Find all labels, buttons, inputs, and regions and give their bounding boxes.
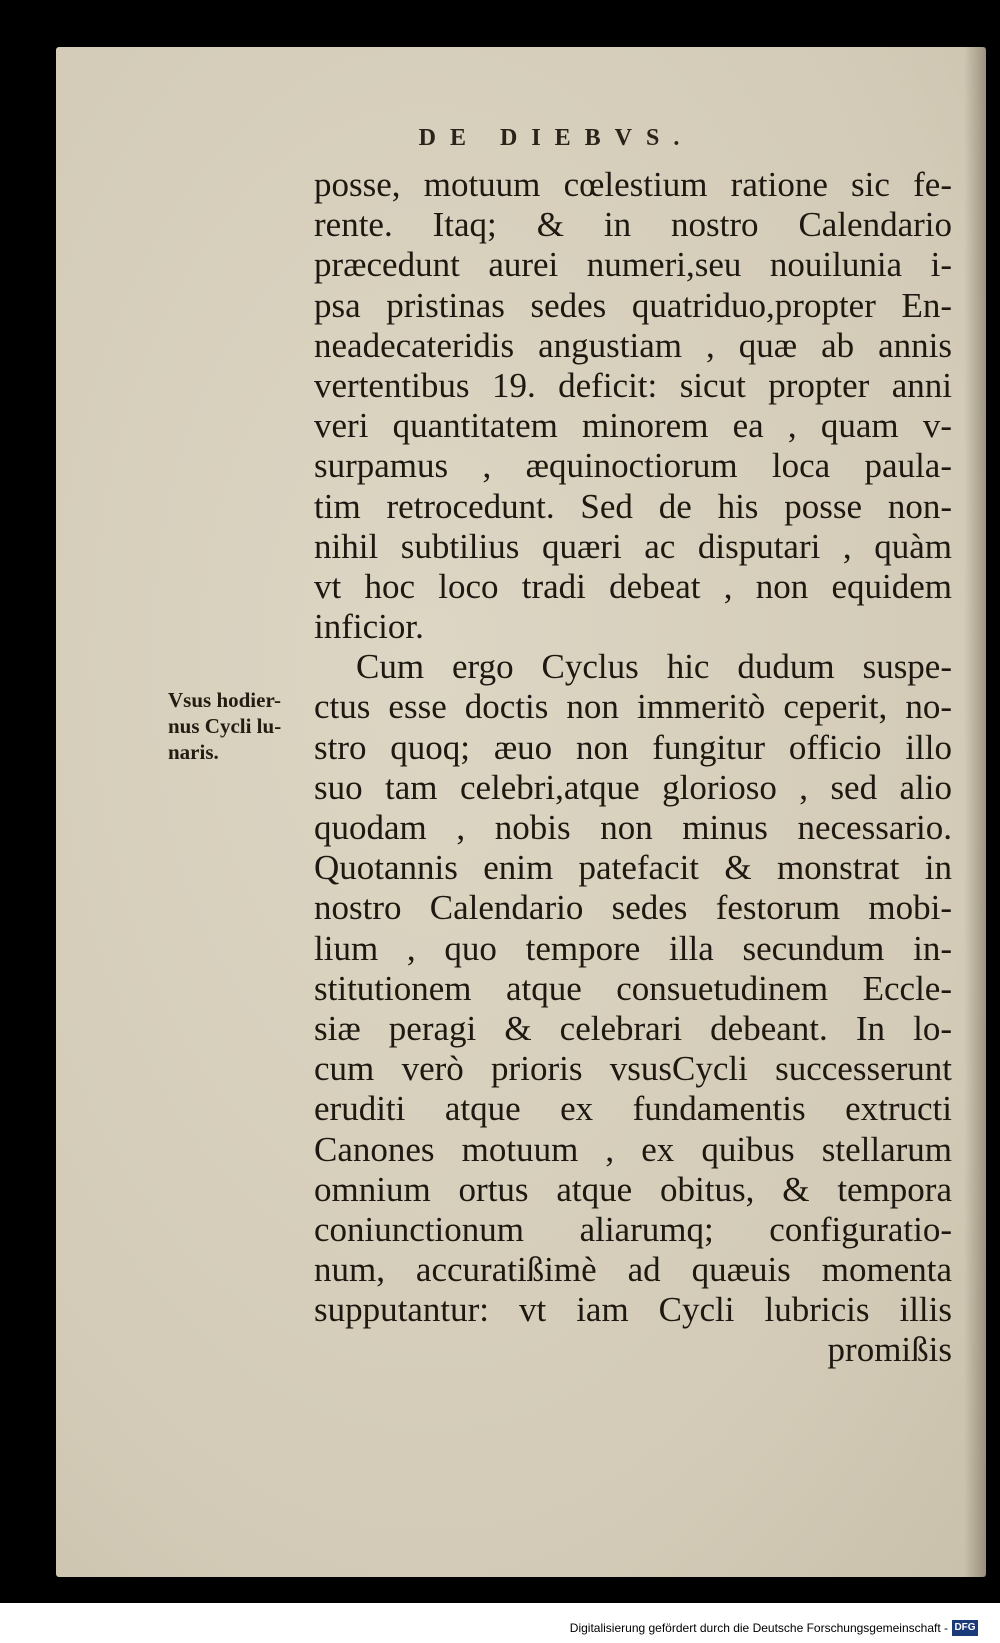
marginal-note bbox=[168, 687, 318, 765]
book-page bbox=[56, 47, 986, 1577]
catchword: promißis bbox=[827, 1330, 952, 1370]
text-line: stro quoq; æuo non fungitur officio illo bbox=[314, 727, 952, 767]
text-line: tim retrocedunt. Sed de his posse non- bbox=[314, 486, 952, 526]
text-line: ctus esse doctis non immeritò ceperit, no- bbox=[314, 687, 952, 727]
text-line: supputantur: vt iam Cycli lubricis illis bbox=[314, 1290, 952, 1330]
text-line: omnium ortus atque obitus, & tempora bbox=[314, 1169, 952, 1209]
text-line: siæ peragi & celebrari debeant. In lo- bbox=[314, 1008, 952, 1048]
text-line: veri quantitatem minorem ea , quam v- bbox=[314, 406, 952, 446]
marginal-note-line: nus Cycli lu- bbox=[168, 714, 282, 738]
text-line: præcedunt aurei numeri,seu nouilunia i- bbox=[314, 245, 952, 285]
text-line: vt hoc loco tradi debeat , non equidem bbox=[314, 566, 952, 606]
text-line: Quotannis enim patefacit & monstrat in bbox=[314, 848, 952, 888]
funding-notice: Digitalisierung gefördert durch die Deutsche Forschungsgemeinschaft - bbox=[569, 1621, 948, 1635]
text-line: num, accuratißimè ad quæuis momenta bbox=[314, 1250, 952, 1290]
dfg-logo-icon: DFG bbox=[952, 1620, 978, 1636]
text-line: coniunctionum aliarumq; configuratio- bbox=[314, 1209, 952, 1249]
text-line: inficior. bbox=[314, 607, 424, 647]
text-line: nostro Calendario sedes festorum mobi- bbox=[314, 888, 952, 928]
text-line: stitutionem atque consuetudinem Eccle- bbox=[314, 968, 952, 1008]
text-line: rente. Itaq; & in nostro Calendario bbox=[314, 205, 952, 245]
marginal-note-line: naris. bbox=[168, 740, 219, 764]
text-line: nihil subtilius quæri ac disputari , quàm bbox=[314, 526, 952, 566]
footer-bar bbox=[0, 1603, 1000, 1643]
text-line: vertentibus 19. deficit: sicut propter anni bbox=[314, 365, 952, 405]
text-line: neadecateridis angustiam , quæ ab annis bbox=[314, 325, 952, 365]
text-line: psa pristinas sedes quatriduo,propter En- bbox=[314, 285, 952, 325]
text-line: surpamus , æquinoctiorum loca paula- bbox=[314, 446, 952, 486]
text-line: Cum ergo Cyclus hic dudum suspe- bbox=[356, 647, 952, 687]
text-line: lium , quo tempore illa secundum in- bbox=[314, 928, 952, 968]
running-head: DE DIEBVS. bbox=[418, 125, 694, 151]
text-line: suo tam celebri,atque glorioso , sed alio bbox=[314, 767, 952, 807]
text-line: quodam , nobis non minus necessario. bbox=[314, 808, 952, 847]
text-line: posse, motuum cœlestium ratione sic fe- bbox=[314, 165, 952, 204]
body-text bbox=[314, 165, 952, 1371]
text-line: cum verò prioris vsusCycli successerunt bbox=[314, 1049, 952, 1089]
text-line: Canones motuum , ex quibus stellarum bbox=[314, 1129, 952, 1169]
text-line: eruditi atque ex fundamentis extructi bbox=[314, 1089, 952, 1129]
page-edge-shadow bbox=[964, 47, 986, 1577]
marginal-note-line: Vsus hodier- bbox=[168, 688, 281, 712]
